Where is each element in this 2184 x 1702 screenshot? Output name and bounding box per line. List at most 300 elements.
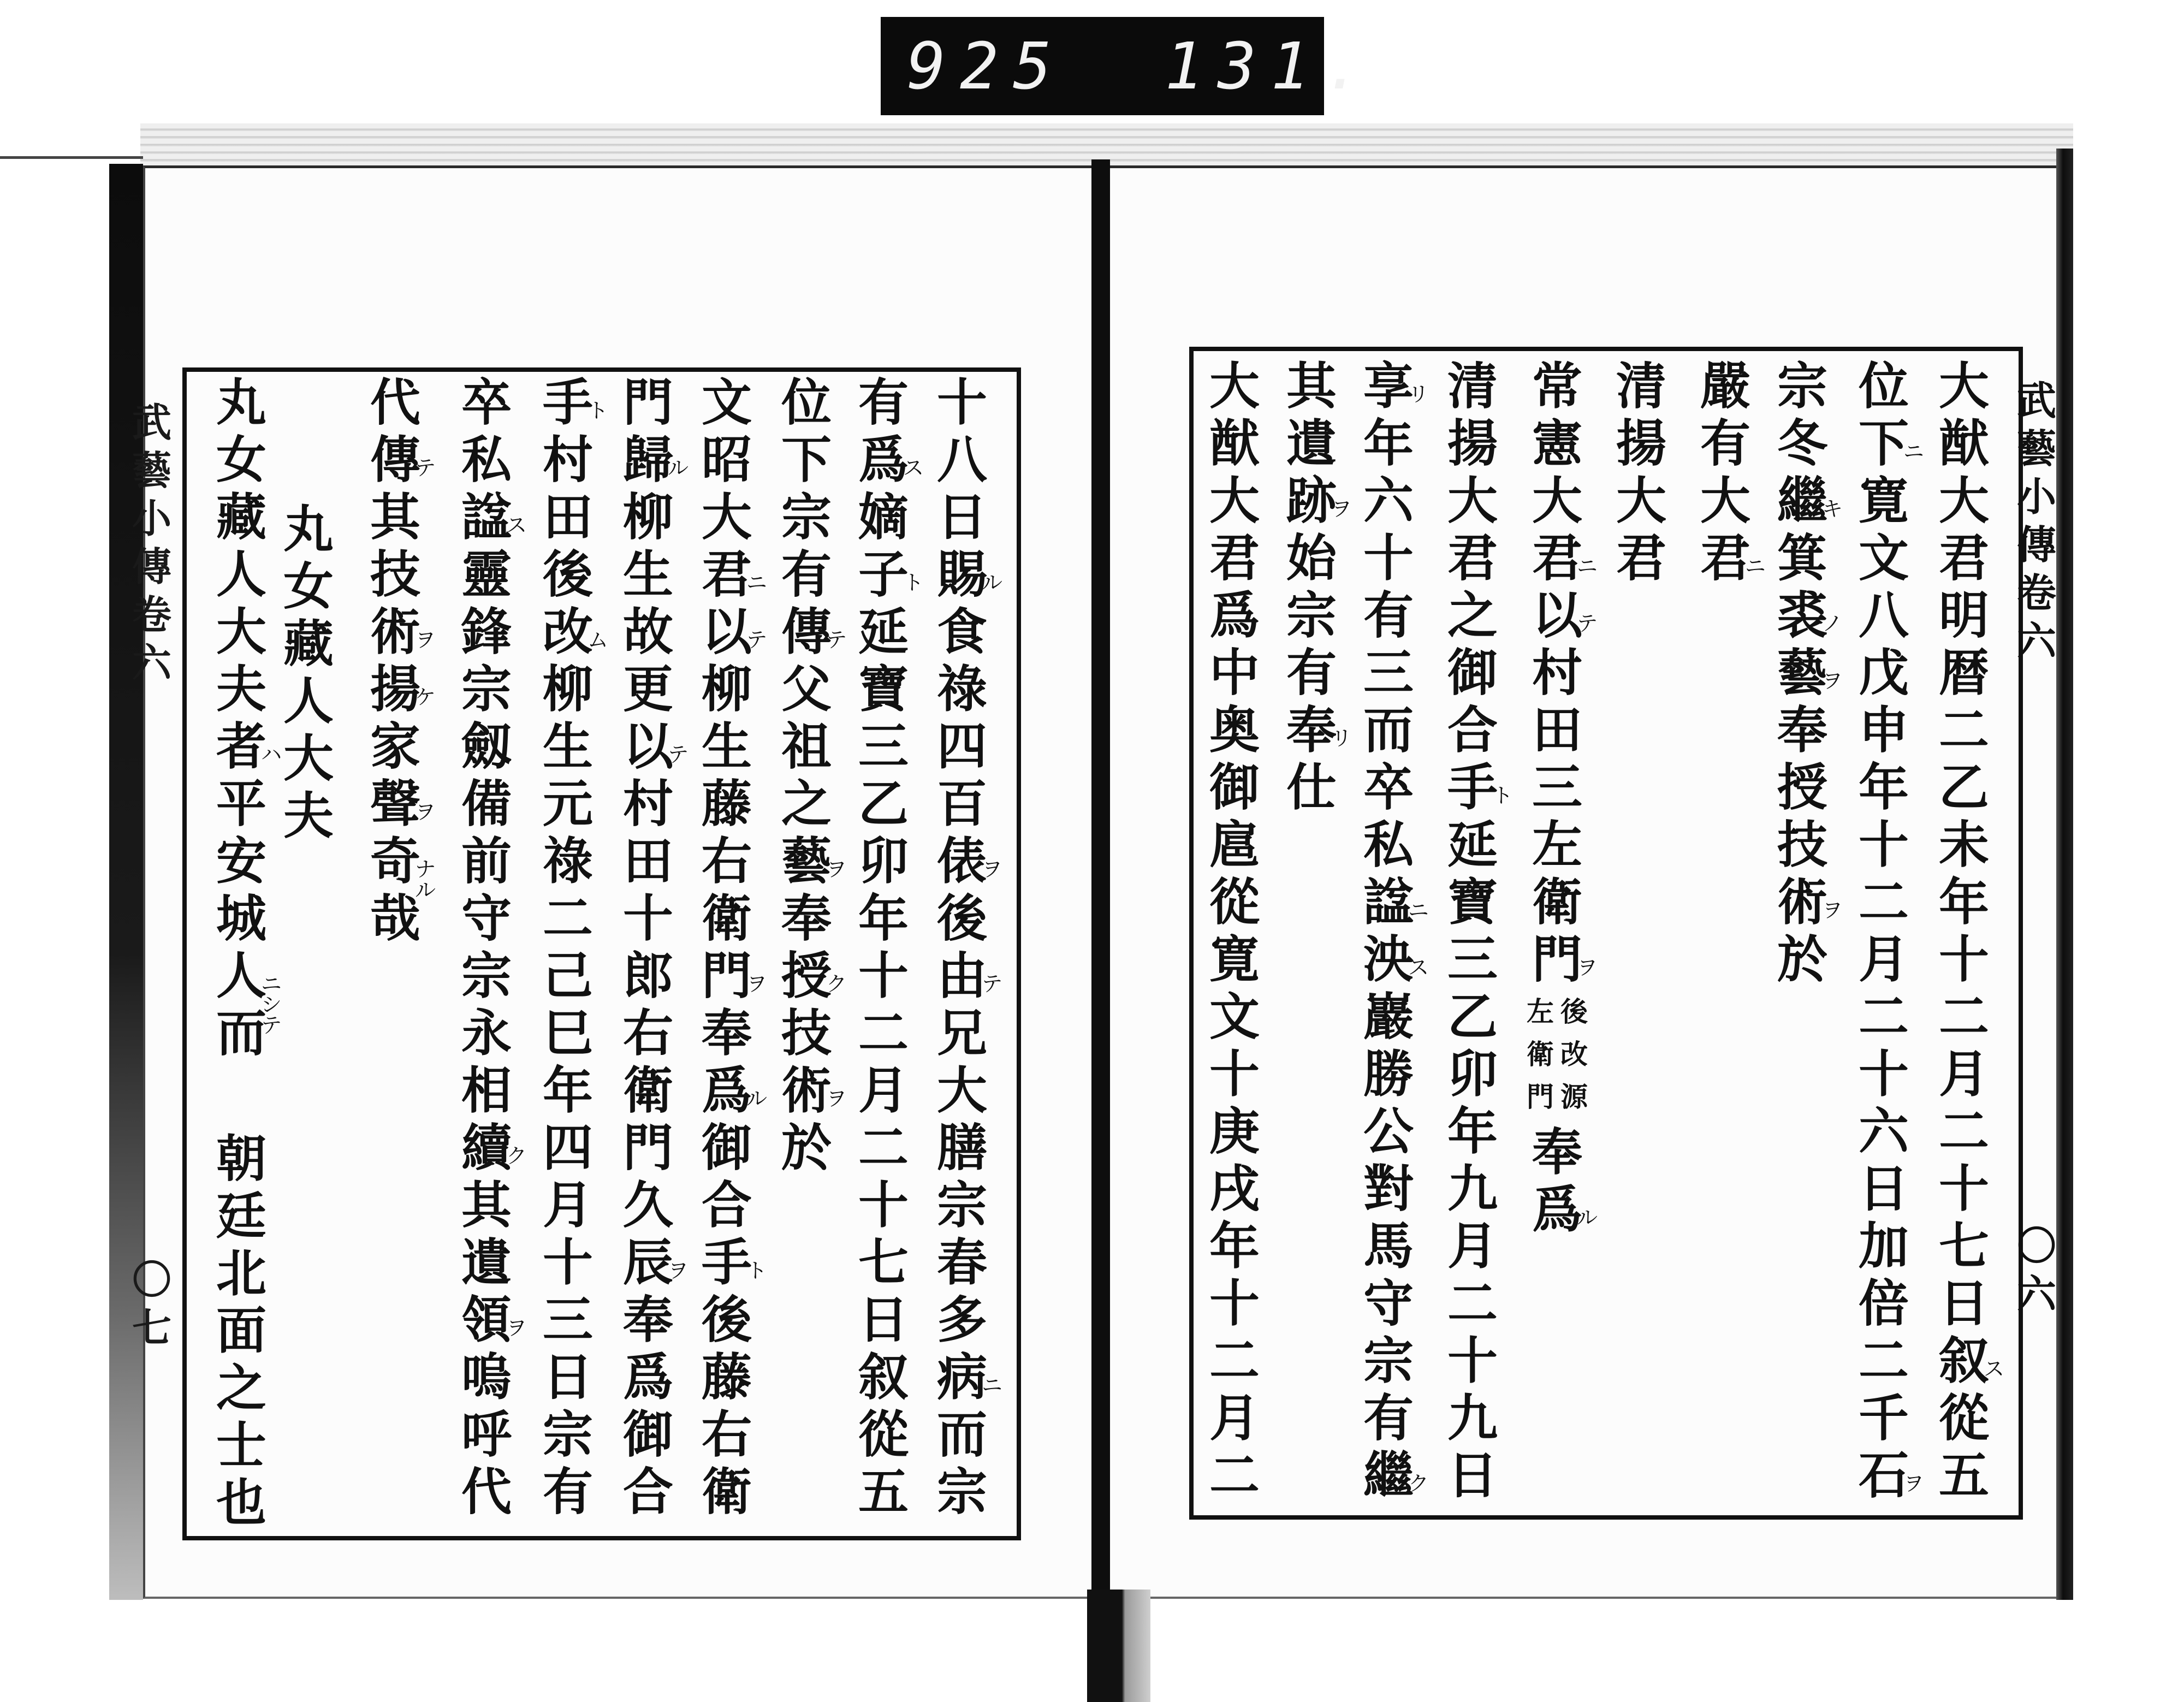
kanji-cell: [929, 718, 995, 775]
kanji-glyph: 御: [701, 1118, 752, 1177]
book-spine-foot: [1087, 1590, 1150, 1702]
margin-glyph: 傳: [132, 543, 171, 590]
kanji-glyph: 扈: [1209, 815, 1260, 874]
kanji-cell: [774, 489, 839, 546]
kanji-cell: [454, 1005, 519, 1062]
kanji-cell: [694, 1406, 759, 1463]
kanji-glyph: 更: [622, 660, 673, 719]
kanji-glyph: 君: [1700, 529, 1750, 588]
kanji-glyph: 二: [1858, 873, 1909, 932]
kanji-cell: [209, 833, 274, 890]
kanji-glyph: 大: [283, 729, 334, 788]
kanji-cell: [1440, 644, 1505, 702]
kanji-cell: [774, 374, 839, 431]
kanji-cell: [363, 546, 428, 603]
text-column: [694, 373, 768, 1521]
kanji-glyph: 久: [622, 1176, 673, 1235]
kanji-cell: [774, 718, 839, 775]
kanji-glyph: 己: [542, 946, 593, 1005]
kanji-glyph: 八: [936, 430, 987, 489]
kanji-cell: [851, 1463, 916, 1521]
kanji-cell: [1440, 758, 1514, 817]
kanji-cell: [1851, 644, 1916, 702]
kanji-glyph: 手: [542, 373, 593, 432]
kanji-cell: [454, 488, 527, 547]
kanji-cell: [1770, 358, 1835, 415]
kanji-cell: [615, 546, 681, 603]
kanji-glyph: 君: [1447, 529, 1498, 588]
kanji-glyph: 哉: [370, 889, 420, 948]
kanji-cell: [774, 832, 847, 891]
kanji-glyph: 家: [370, 717, 420, 776]
kanji-glyph: 爲: [1209, 586, 1260, 645]
right-margin-title: [2009, 377, 2064, 665]
kanji-glyph: 位: [781, 373, 832, 432]
kanji-glyph: 門: [1532, 930, 1582, 989]
kanji-glyph: 申: [1858, 701, 1909, 760]
kanji-cell: [1524, 644, 1590, 702]
kanji-glyph: 日: [542, 1348, 593, 1407]
kanji-cell: [694, 489, 759, 546]
book-spine: [1091, 159, 1110, 1596]
kanji-glyph: 柳: [542, 660, 593, 719]
kunten-mark: テ: [746, 628, 768, 652]
kunten-mark: ニ: [982, 1373, 1003, 1397]
kanji-cell: [615, 489, 681, 546]
kanji-glyph: 宗: [1286, 586, 1337, 645]
text-column: [1279, 357, 1352, 817]
text-run: [1524, 1123, 1598, 1239]
kanji-glyph: 勝: [1363, 1045, 1414, 1104]
kanji-glyph: 文: [701, 373, 752, 432]
kanji-cell: [1356, 873, 1429, 932]
kanji-cell: [1693, 415, 1758, 472]
kanji-glyph: 夫: [283, 786, 334, 845]
kunten-mark: ス: [1984, 1357, 2005, 1381]
kanji-glyph: 藝: [781, 832, 832, 891]
kanji-cell: [929, 431, 995, 489]
kanji-cell: [454, 1177, 519, 1234]
kanji-cell: [1440, 1332, 1505, 1390]
kanji-glyph: 技: [370, 545, 420, 604]
section-heading-column: [276, 374, 341, 845]
text-run: [694, 373, 768, 1521]
kunten-mark: ク: [506, 1144, 527, 1168]
kunten-mark: ル: [982, 571, 1003, 595]
kanji-glyph: 庚: [1209, 1102, 1260, 1161]
kanji-cell: [1851, 1332, 1916, 1390]
kanji-cell: [535, 602, 609, 661]
text-run: [363, 373, 436, 948]
kanji-cell: [1524, 358, 1590, 415]
margin-glyph: 武: [132, 399, 171, 446]
kanji-glyph: 宗: [542, 1405, 593, 1464]
kanji-cell: [1931, 874, 1997, 931]
kanji-glyph: 始: [1286, 529, 1337, 588]
kanji-glyph: 十: [1938, 1159, 1989, 1218]
kanji-glyph: 揚: [370, 660, 420, 719]
kanji-glyph: 有: [1363, 586, 1414, 645]
kanji-cell: [209, 661, 274, 718]
kanji-cell: [454, 661, 519, 718]
kanji-glyph: 奉: [1777, 701, 1827, 760]
kanji-glyph: 十: [1363, 529, 1414, 588]
kanji-cell: [929, 775, 995, 833]
kanji-cell: [1356, 1275, 1421, 1332]
kanji-cell: [615, 430, 689, 489]
kanji-cell: [454, 546, 519, 603]
kanji-glyph: 奉: [622, 1290, 673, 1349]
kanji-cell: [929, 1005, 995, 1062]
kanji-cell: [1524, 586, 1598, 645]
right-page-number: [2009, 1222, 2064, 1318]
kanji-glyph: 城: [216, 889, 266, 948]
kanji-glyph: 卒: [461, 373, 512, 432]
kanji-glyph: 跡: [1286, 471, 1337, 530]
kanji-cell: [1356, 816, 1421, 874]
kanji-glyph: 日: [858, 1290, 909, 1349]
kanji-cell: [363, 602, 436, 661]
kanji-glyph: 守: [461, 889, 512, 948]
kanji-glyph: 者: [216, 717, 266, 776]
kanji-cell: [851, 1291, 916, 1349]
kanji-glyph: 柳: [701, 660, 752, 719]
margin-glyph: 六: [132, 639, 171, 686]
kanji-glyph: 面: [216, 1301, 266, 1360]
kunten-mark: テ: [415, 456, 436, 480]
kanji-cell: [209, 1188, 274, 1245]
kanji-cell: [1524, 1124, 1590, 1181]
kanji-glyph: 冬: [1777, 414, 1827, 473]
kanji-glyph: 爲: [622, 1348, 673, 1407]
kunten-mark: ヲ: [506, 1316, 527, 1340]
kanji-glyph: 馬: [1363, 1217, 1414, 1276]
text-run: [1356, 357, 1429, 1505]
kanji-cell: [1279, 415, 1344, 472]
kanji-cell: [209, 946, 282, 1037]
kanji-glyph: 而: [216, 1004, 266, 1063]
kanji-cell: [851, 718, 916, 775]
kanji-glyph: 田: [622, 832, 673, 891]
kanji-cell: [929, 1348, 1003, 1407]
kanji-glyph: 北: [216, 1244, 266, 1303]
kanji-cell: [1931, 1275, 1997, 1332]
kanji-glyph: 繼: [1777, 471, 1827, 530]
kanji-cell: [851, 1005, 916, 1062]
kanji-cell: [1770, 643, 1843, 702]
label-number-left: 925: [907, 28, 1066, 104]
kanji-cell: [1931, 587, 1997, 644]
kanji-cell: [209, 1360, 274, 1417]
text-run: [615, 373, 689, 1521]
kunten-mark: ヲ: [1903, 1472, 1925, 1496]
kanji-glyph: 辰: [622, 1233, 673, 1292]
kanji-cell: [929, 489, 995, 546]
kanji-cell: [615, 717, 689, 776]
kanji-glyph: 二: [1209, 1446, 1260, 1505]
kanji-glyph: 下: [1858, 414, 1909, 473]
kanji-cell: [1770, 471, 1843, 530]
kanji-cell: [851, 1349, 916, 1406]
kanji-glyph: 病: [936, 1348, 987, 1407]
text-run: [1440, 357, 1514, 1505]
kanji-cell: [929, 1062, 995, 1119]
kanji-cell: [454, 431, 519, 489]
text-run: [209, 373, 282, 1063]
kanji-cell: [535, 1119, 601, 1177]
catalogue-label: [881, 17, 1377, 115]
kanji-cell: [1356, 1046, 1421, 1103]
kanji-glyph: 享: [1363, 357, 1414, 416]
kanji-cell: [1440, 931, 1505, 988]
kanji-cell: [363, 489, 428, 546]
margin-glyph: 七: [132, 1304, 171, 1351]
kanji-cell: [535, 718, 601, 775]
kanji-glyph: 十: [1447, 1331, 1498, 1390]
kanji-glyph: 爲: [1532, 1180, 1582, 1239]
kanji-glyph: 大: [1700, 471, 1750, 530]
kanji-cell: [694, 1233, 768, 1292]
kanji-glyph: 祿: [542, 832, 593, 891]
text-column: [774, 373, 847, 1177]
kanji-glyph: 爲: [858, 430, 909, 489]
kanji-glyph: 十: [858, 1176, 909, 1235]
kanji-cell: [209, 775, 274, 833]
kanji-cell: [1851, 414, 1925, 473]
kanji-glyph: 女: [283, 557, 334, 616]
kanji-cell: [1202, 931, 1267, 988]
kanji-cell: [929, 1119, 995, 1177]
kanji-cell: [1931, 358, 1997, 415]
kanji-glyph: 君: [701, 545, 752, 604]
kanji-glyph: 未: [1938, 815, 1989, 874]
kanji-cell: [209, 1130, 274, 1188]
kanji-cell: [1851, 1046, 1916, 1103]
kanji-cell: [1202, 1103, 1267, 1160]
kanji-cell: [1931, 1218, 1997, 1275]
kanji-cell: [209, 546, 274, 603]
kanji-glyph: 門: [622, 1118, 673, 1177]
kanji-cell: [851, 1406, 916, 1463]
kanji-glyph: 九: [1447, 1389, 1498, 1448]
kanji-cell: [1440, 358, 1505, 415]
scan-rule: [0, 156, 143, 159]
kanji-glyph: 故: [622, 602, 673, 661]
kanji-glyph: 君: [1616, 529, 1666, 588]
kanji-glyph: 大: [216, 602, 266, 661]
text-column: [209, 373, 282, 1532]
kanji-cell: [1202, 874, 1267, 931]
kanji-glyph: 前: [461, 832, 512, 891]
kanji-cell: [694, 661, 759, 718]
kanji-cell: [1609, 530, 1674, 587]
kanji-glyph: 從: [1938, 1389, 1989, 1448]
kanji-cell: [1770, 931, 1835, 988]
kanji-glyph: 月: [1209, 1389, 1260, 1448]
text-run: [276, 501, 341, 845]
kanji-glyph: 月: [1938, 1045, 1989, 1104]
kanji-glyph: 遺: [1286, 414, 1337, 473]
kanji-cell: [1524, 702, 1590, 759]
kanji-glyph: 文: [1209, 987, 1260, 1046]
kanji-cell: [276, 558, 341, 615]
kanji-glyph: 其: [461, 1176, 512, 1235]
kunten-mark: ム: [587, 628, 609, 652]
kanji-glyph: 而: [936, 1405, 987, 1464]
margin-glyph: 武: [2016, 377, 2056, 424]
kanji-cell: [454, 833, 519, 890]
kanji-cell: [1440, 1218, 1505, 1275]
kanji-glyph: 宗: [781, 488, 832, 547]
kanji-glyph: 春: [936, 1233, 987, 1292]
kanji-glyph: 宗: [1363, 1331, 1414, 1390]
kanji-glyph: 石: [1858, 1446, 1909, 1505]
kanji-cell: [1202, 1275, 1267, 1332]
kanji-cell: [1279, 701, 1352, 760]
kunten-mark: ヲ: [1822, 669, 1843, 693]
kanji-glyph: 手: [1447, 758, 1498, 817]
kanji-cell: [1440, 1390, 1505, 1447]
kanji-cell: [1851, 1103, 1916, 1160]
kanji-glyph: 手: [701, 1233, 752, 1292]
kanji-glyph: 郎: [622, 946, 673, 1005]
kanji-cell: [615, 1062, 681, 1119]
kanji-cell: [929, 374, 995, 431]
kanji-glyph: 藤: [701, 774, 752, 833]
kanji-glyph: 聲: [370, 774, 420, 833]
text-column: [1440, 357, 1514, 1505]
kanji-glyph: 鋒: [461, 602, 512, 661]
margin-glyph: 卷: [2016, 570, 2056, 616]
kanji-cell: [1524, 874, 1590, 931]
warichu-note: [1524, 988, 1590, 1124]
kanji-glyph: 宗: [936, 1176, 987, 1235]
kanji-glyph: 右: [701, 832, 752, 891]
kanji-cell: [209, 890, 274, 947]
kanji-glyph: 元: [542, 774, 593, 833]
kanji-glyph: 兄: [936, 1004, 987, 1063]
kanji-cell: [454, 1234, 519, 1291]
kanji-cell: [774, 546, 839, 603]
kunten-mark: ル: [1577, 1206, 1598, 1230]
kanji-cell: [1202, 816, 1267, 874]
kanji-glyph: 後: [542, 545, 593, 604]
kanji-cell: [1279, 358, 1344, 415]
kanji-cell: [1931, 1331, 2005, 1390]
kanji-cell: [851, 947, 916, 1005]
warichu-glyph: 門: [1527, 1081, 1554, 1113]
kanji-cell: [1356, 1446, 1429, 1505]
kanji-glyph: 三: [542, 1290, 593, 1349]
kanji-glyph: 門: [622, 373, 673, 432]
kanji-cell: [1356, 1332, 1421, 1390]
kanji-cell: [1524, 816, 1590, 874]
kanji-cell: [694, 431, 759, 489]
kanji-glyph: 三: [1447, 930, 1498, 989]
kanji-glyph: 藏: [216, 488, 266, 547]
kanji-cell: [774, 1061, 847, 1120]
kanji-glyph: 合: [1447, 701, 1498, 760]
kanji-glyph: 月: [1858, 930, 1909, 989]
kanji-glyph: 其: [1286, 357, 1337, 416]
kanji-glyph: 有: [542, 1462, 593, 1521]
kanji-glyph: 四: [936, 717, 987, 776]
kanji-cell: [1524, 930, 1598, 989]
kunten-mark: ケ: [415, 685, 436, 709]
kanji-glyph: 奥: [1209, 701, 1260, 760]
kanji-cell: [1356, 1160, 1421, 1218]
kanji-glyph: 合: [622, 1462, 673, 1521]
kanji-glyph: 昭: [701, 430, 752, 489]
kanji-cell: [209, 1302, 274, 1360]
kanji-glyph: 五: [858, 1462, 909, 1521]
kanji-glyph: 日: [1447, 1446, 1498, 1505]
kanji-cell: [1279, 759, 1344, 816]
kanji-cell: [209, 374, 274, 431]
kanji-glyph: 呼: [461, 1405, 512, 1464]
kanji-cell: [1202, 358, 1267, 415]
kanji-glyph: 術: [781, 1061, 832, 1120]
kanji-glyph: 猷: [1938, 414, 1989, 473]
kanji-cell: [1440, 1447, 1505, 1504]
warichu-line: [1525, 991, 1556, 1118]
kanji-glyph: 嫡: [858, 488, 909, 547]
kunten-mark: テ: [826, 628, 847, 652]
left-margin-title: [124, 399, 179, 687]
text-column: [1693, 357, 1766, 588]
kanji-glyph: 有: [1286, 643, 1337, 702]
kanji-glyph: 多: [936, 1290, 987, 1349]
kanji-cell: [1770, 816, 1835, 874]
kanji-cell: [851, 603, 916, 661]
text-run: [851, 373, 924, 1521]
kanji-cell: [276, 730, 341, 787]
kunten-mark: ヲ: [826, 857, 847, 881]
text-run: [929, 373, 1003, 1521]
kanji-cell: [851, 661, 916, 718]
kanji-glyph: 後: [701, 1290, 752, 1349]
text-column: [535, 373, 609, 1521]
kanji-cell: [1202, 1218, 1267, 1275]
kanji-glyph: 奇: [370, 832, 420, 891]
kanji-glyph: 卯: [1447, 1045, 1498, 1104]
kanji-glyph: 衛: [622, 1061, 673, 1120]
kanji-cell: [1851, 702, 1916, 759]
kanji-glyph: 三: [1532, 758, 1582, 817]
kanji-cell: [1770, 702, 1835, 759]
kanji-glyph: 丸: [216, 373, 266, 432]
kanji-cell: [929, 1291, 995, 1349]
kanji-cell: [363, 430, 436, 489]
kanji-glyph: 十: [622, 889, 673, 948]
kanji-glyph: 巖: [1363, 987, 1414, 1046]
kanji-cell: [615, 775, 681, 833]
text-column: [1851, 357, 1925, 1505]
kanji-glyph: 領: [461, 1290, 512, 1349]
kanji-cell: [454, 1406, 519, 1463]
kanji-cell: [694, 775, 759, 833]
kanji-cell: [1524, 472, 1590, 530]
kanji-cell: [1356, 1103, 1421, 1160]
kanji-glyph: 柳: [622, 488, 673, 547]
kanji-glyph: 叙: [1938, 1331, 1989, 1390]
kanji-cell: [1279, 587, 1344, 644]
kanji-cell: [454, 374, 519, 431]
margin-glyph: 六: [2016, 618, 2056, 664]
kanji-glyph: 而: [1363, 701, 1414, 760]
kanji-glyph: 三: [1363, 643, 1414, 702]
kanji-glyph: 二: [1858, 987, 1909, 1046]
